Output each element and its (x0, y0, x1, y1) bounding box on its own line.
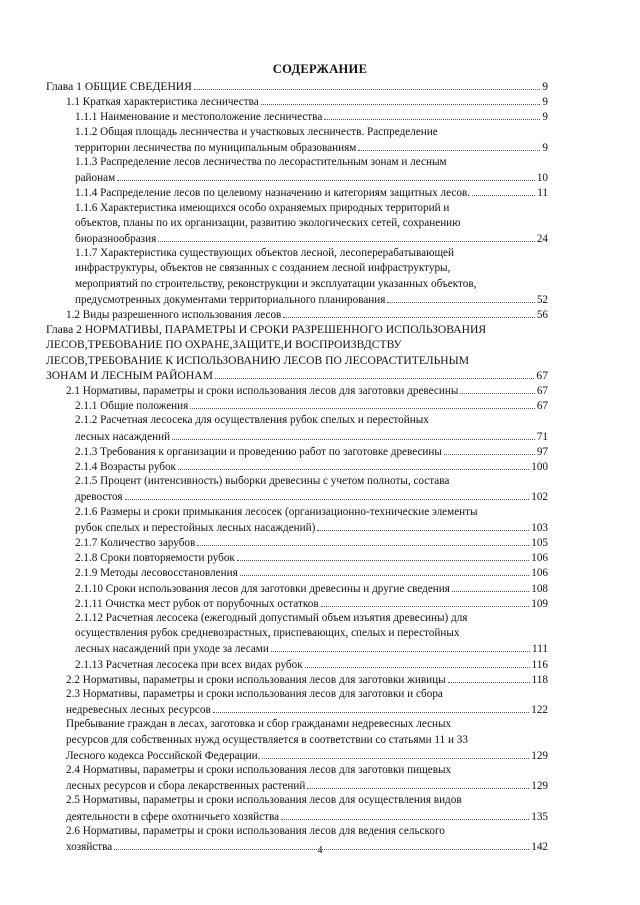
dot-leader (358, 141, 540, 151)
toc-entry-title: 2.1.10 Сроки использования лесов для заготовки древесины и другие сведения (75, 582, 450, 595)
toc-entry-title: 2.1.13 Расчетная лесосека при всех видах рубок (75, 658, 303, 671)
toc-page-number: 11 (537, 187, 548, 200)
toc-page-number: 108 (531, 582, 548, 595)
toc-entry[interactable] (66, 703, 548, 716)
toc-entry-title: 2.1.3 Требования к организации и проведению работ по заготовке древесины (75, 445, 442, 458)
toc-entry-line: 1.1.3 Распределение лесов лесничества по лесорастительным зонам и лесным (75, 156, 447, 168)
toc-entry-title: 2.1.9 Методы лесовосстановления (75, 567, 238, 580)
toc-entry[interactable] (46, 369, 548, 382)
toc-page-number: 9 (542, 141, 548, 154)
dot-leader (387, 293, 534, 303)
page-number: 4 (317, 845, 323, 856)
toc-page-number: 105 (531, 537, 548, 549)
toc-entry-title: районам (75, 172, 116, 185)
toc-entry-line: мероприятий по строительству, реконструкции и эксплуатации указанных объектов, (75, 277, 477, 290)
toc-entry[interactable] (75, 658, 548, 671)
toc-page-number: 103 (531, 521, 548, 534)
toc-entry-title: 1.1 Краткая характеристика лесничества (66, 96, 259, 109)
toc-page-number: 56 (536, 309, 548, 321)
toc-page-number: 109 (531, 597, 548, 610)
toc-page-number: 129 (531, 780, 548, 793)
toc-entry-line: Глава 2 НОРМАТИВЫ, ПАРАМЕТРЫ И СРОКИ РАЗРЕШЕННОГО ИСПОЛЬЗОВАНИЯ (46, 323, 487, 337)
toc-entry[interactable] (46, 80, 548, 93)
dot-leader (472, 186, 535, 196)
dot-leader (317, 521, 529, 531)
toc-entry-title: 1.1.1 Наименование и местоположение лесничества (75, 111, 323, 124)
toc-entry[interactable] (75, 582, 548, 595)
toc-entry-title: 2.2 Нормативы, параметры и сроки использования лесов для заготовки живицы (66, 673, 446, 686)
toc-page-number: 111 (532, 643, 548, 656)
toc-entry[interactable] (66, 810, 548, 823)
toc-entry-line: 2.3 Нормативы, параметры и сроки использования лесов для заготовки и сбора (66, 688, 443, 700)
toc-entry[interactable] (66, 749, 548, 762)
toc-entry-title: 2.1.4 Возрасты рубок (75, 461, 176, 473)
dot-leader (321, 597, 530, 607)
toc-entry-title: территории лесничества по муниципальным образованиям (75, 141, 357, 154)
toc-entry[interactable] (75, 551, 548, 564)
toc-entry-title: 2.1.11 Очистка мест рубок от порубочных остатков (75, 597, 319, 610)
toc-page-number: 24 (536, 233, 548, 245)
dot-leader (281, 810, 529, 820)
toc-entry-title: хозяйства (66, 841, 113, 853)
toc-entry[interactable] (75, 460, 548, 473)
toc-entry[interactable] (75, 399, 548, 412)
dot-leader (460, 384, 534, 394)
toc-entry-line: осуществления рубок средневозрастных, приспевающих, спелых и перестойных (75, 627, 460, 640)
dot-leader (305, 658, 530, 668)
toc-page-number: 9 (542, 80, 548, 93)
dot-leader (283, 308, 534, 318)
toc-entry[interactable] (66, 384, 548, 397)
toc-page-number: 67 (536, 400, 548, 413)
toc-entry-line: 1.1.2 Общая площадь лесничества и участковых лесничеств. Распределение (75, 125, 438, 138)
toc-entry[interactable] (75, 171, 548, 184)
dot-leader (261, 95, 541, 105)
toc-entry[interactable] (75, 293, 548, 306)
dot-leader (117, 171, 535, 181)
toc-entry-line: 2.4 Нормативы, параметры и сроки использования лесов для заготовки пищевых (66, 764, 452, 776)
toc-entry-title: древостоя (75, 491, 123, 504)
toc-page-number: 106 (531, 567, 548, 580)
toc-entry-title: 2.1.8 Сроки повторяемости рубок (75, 552, 235, 565)
toc-page-number: 106 (531, 552, 548, 565)
toc-entry[interactable] (75, 232, 548, 245)
toc-entry-title: Лесного кодекса Российской Федерации. (66, 749, 261, 762)
toc-page-number: 122 (531, 704, 548, 717)
dot-leader (448, 673, 530, 683)
toc-entry-title: рубок спелых и перестойных лесных насаждений) (75, 521, 316, 534)
dot-leader (125, 490, 530, 500)
toc-page-number: 118 (531, 673, 548, 686)
toc-page-number: 116 (531, 658, 548, 671)
toc-entry-line: инфраструктуры, объектов не связанных с созданием лесной инфраструктуры, (75, 262, 451, 275)
toc-title: СОДЕРЖАНИЕ (272, 62, 368, 76)
toc-entry-title: 1.1.4 Распределение лесов по целевому назначению и категориям защитных лесов. (75, 187, 470, 200)
toc-entry-title: предусмотренных документами территориального планирования (75, 293, 386, 306)
toc-entry-line: 2.5 Нормативы, параметры и сроки использования лесов для осуществления видов (66, 794, 462, 807)
toc-entry[interactable] (75, 536, 548, 549)
toc-entry-title: 2.1.1 Общие положения (75, 400, 189, 413)
dot-leader (271, 642, 530, 652)
toc-entry-title: лесных насаждений (75, 430, 171, 443)
toc-entry-title: недревесных лесных ресурсов (66, 704, 211, 717)
dot-leader (307, 779, 529, 789)
toc-entry[interactable] (66, 308, 548, 321)
toc-page-number: 67 (536, 368, 548, 382)
dot-leader (158, 232, 535, 242)
toc-entry-line: ресурсов для собственных нужд осуществляется в соответствии со статьями 11 и 33 (66, 733, 468, 746)
toc-entry-title: ЗОНАМ И ЛЕСНЫМ РАЙОНАМ (46, 368, 213, 382)
toc-entry-title: 1.2 Виды разрешенного использования лесов (66, 309, 282, 321)
toc-entry-line: 1.1.7 Характеристика существующих объектов лесной, лесоперерабатывающей (75, 247, 455, 260)
toc-page-number: 9 (542, 111, 548, 124)
toc-entry[interactable] (75, 110, 548, 123)
dot-leader (215, 369, 534, 379)
toc-page-number: 142 (531, 841, 548, 853)
toc-entry[interactable] (75, 597, 548, 610)
dot-leader (237, 551, 529, 561)
toc-entry-line: ЛЕСОВ,ТРЕБОВАНИЕ К ИСПОЛЬЗОВАНИЮ ЛЕСОВ ПО ЛЕСОРАСТИТЕЛЬНЫМ (46, 353, 470, 367)
dot-leader (324, 110, 540, 120)
toc-entry-line: 2.1.5 Процент (интенсивность) выборки древесины с учетом полноты, состава (75, 475, 450, 488)
toc-entry-line: 2.1.6 Размеры и сроки примыкания лесосек (организационно-технические элементы (75, 505, 478, 518)
dot-leader (197, 536, 529, 546)
toc-entry[interactable] (66, 95, 548, 108)
toc-entry-title: лесных ресурсов и сбора лекарственных растений (66, 780, 306, 793)
toc-entry-line: объектов, планы по их организации, развитию экологических сетей, сохранению (75, 216, 461, 229)
toc-entry-title: деятельности в сфере охотничьего хозяйства (66, 810, 280, 823)
toc-entry-line: 2.6 Нормативы, параметры и сроки использования лесов для ведения сельского (66, 824, 445, 837)
dot-leader (213, 703, 529, 713)
toc-entry-line: Пребывание граждан в лесах, заготовка и сбор гражданами недревесных лесных (66, 718, 452, 731)
toc-page-number: 10 (536, 172, 548, 185)
toc-entry-title: 2.1 Нормативы, параметры и сроки использования лесов для заготовки древесины (66, 385, 459, 397)
toc-entry[interactable] (75, 141, 548, 154)
toc-page-number: 9 (542, 96, 548, 109)
toc-page-number: 71 (536, 430, 548, 443)
toc-entry[interactable] (75, 445, 548, 458)
toc-entry[interactable] (75, 566, 548, 579)
toc-entry-line: 1.1.6 Характеристика имеющихся особо охраняемых природных территорий и (75, 201, 450, 214)
toc-entry-title: 2.1.7 Количество зарубов (75, 537, 196, 549)
toc-entry-title: лесных насаждений при уходе за лесами (75, 643, 269, 656)
toc-page-number: 52 (536, 293, 548, 306)
toc-entry[interactable] (66, 673, 548, 686)
toc-page-number: 100 (531, 461, 548, 473)
toc-page-number: 97 (536, 445, 548, 458)
dot-leader (444, 445, 535, 455)
toc-entry[interactable] (75, 186, 548, 199)
dot-leader (452, 582, 529, 592)
toc-entry[interactable] (75, 430, 548, 443)
toc-entry[interactable] (66, 779, 548, 792)
toc-page-number: 67 (536, 385, 548, 397)
dot-leader (194, 80, 540, 90)
dot-leader (240, 566, 529, 576)
toc-entry-line: 2.1.2 Расчетная лесосека для осуществления рубок спелых и перестойных (75, 414, 429, 427)
dot-leader (190, 399, 535, 409)
toc-page-number: 102 (531, 491, 548, 504)
toc-entry-title: Глава 1 ОБЩИЕ СВЕДЕНИЯ (46, 80, 192, 93)
dot-leader (262, 749, 529, 759)
dot-leader (172, 430, 535, 440)
toc-page-number: 129 (531, 749, 548, 762)
dot-leader (178, 460, 529, 470)
toc-entry[interactable] (75, 521, 548, 534)
toc-entry-title: биоразнообразия (75, 233, 157, 245)
toc-entry-line: 2.1.12 Расчетная лесосека (ежегодный допустимый объем изъятия древесины) для (75, 612, 468, 624)
toc-entry-line: ЛЕСОВ,ТРЕБОВАНИЕ ПО ОХРАНЕ,ЗАЩИТЕ,И ВОСПРОИЗВДСТВУ (46, 338, 402, 352)
toc-entry[interactable] (75, 642, 548, 655)
toc-page-number: 135 (531, 810, 548, 823)
toc-entry[interactable] (75, 490, 548, 503)
